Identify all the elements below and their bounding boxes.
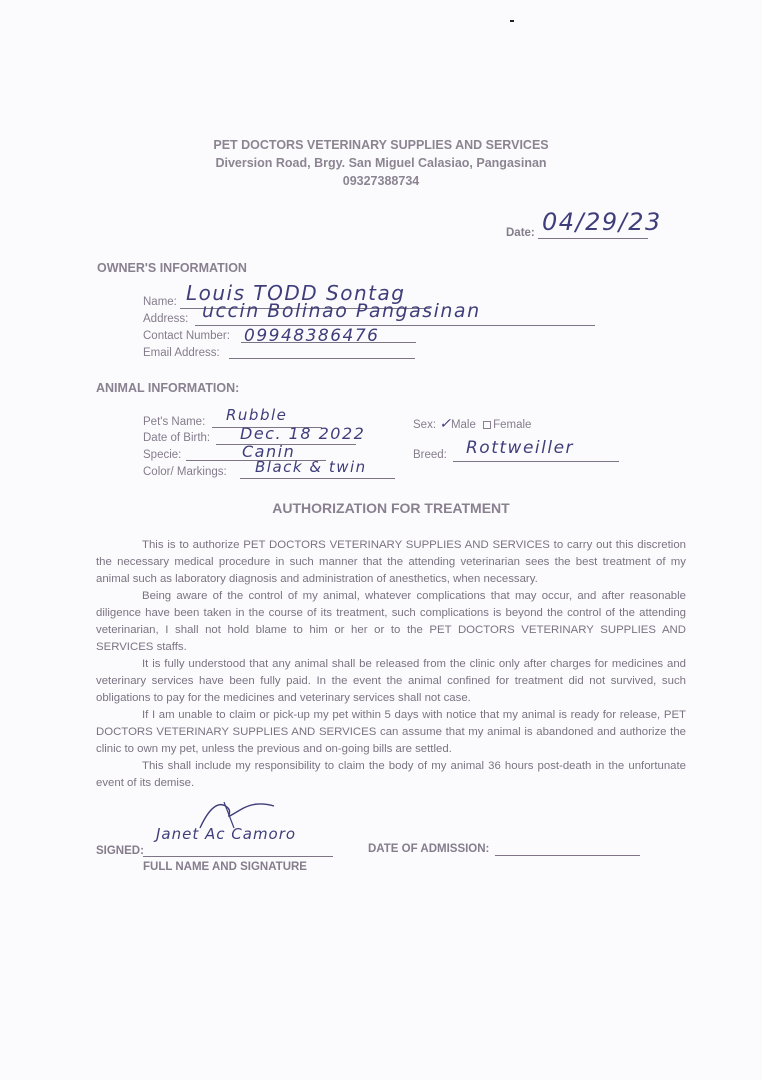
scan-speck [510,20,514,22]
email-label: Email Address: [143,347,220,359]
sex-field [413,415,531,432]
authorization-paragraph: It is fully understood that any animal shall be released from the clinic only after charges for medicines and veterinary services have been fully paid. In the event the animal confined for treatment did not survived, such obligations to pay for the medicines and veterinary services shall not case. [96,658,686,704]
dob-label: Date of Birth: [143,432,211,444]
signature-line [143,856,333,857]
sex-female-option: Female [493,419,532,431]
pet-name-value[interactable]: Rubble [226,406,288,424]
pet-name-label: Pet's Name: [143,416,206,428]
business-phone: 09327388734 [342,174,420,188]
date-label: Date: [506,227,535,239]
name-label: Name: [143,296,177,308]
date-of-admission-label: DATE OF ADMISSION: [368,843,490,855]
breed-line [453,461,619,462]
signed-label: SIGNED: [96,845,144,857]
authorization-paragraph: This shall include my responsibility to claim the body of my animal 36 hours post-death in the unfortunate event of its demise. [96,760,686,789]
email-line [229,358,415,359]
full-name-signature-label: FULL NAME AND SIGNATURE [143,861,307,873]
breed-label: Breed: [413,449,447,461]
sex-label: Sex: [413,419,437,431]
color-line [240,478,395,479]
dob-value[interactable]: Dec. 18 2022 [240,424,366,443]
color-label: Color/ Markings: [143,466,227,478]
authorization-paragraph: This is to authorize PET DOCTORS VETERINARY SUPPLIES AND SERVICES to carry out this discretion the necessary medical procedure in such manner that the attending veterinarian sees the best treatment of my animal such as laboratory diagnosis and administration of anesthetics, when necessary. [96,539,686,585]
address-label: Address: [143,313,189,325]
date-of-admission-line [495,855,640,856]
specie-label: Specie: [143,449,182,461]
authorization-paragraph: If I am unable to claim or pick-up my pet within 5 days with notice that my animal is ready for release, PET DOCTORS VETERINARY SUPPLIES AND SERVICES can assume that my animal is abandoned and authorize the clinic to own my pet, unless the previous and on-going bills are settled. [96,709,686,755]
female-checkbox[interactable] [483,421,491,429]
date-line [538,238,648,239]
specie-value[interactable]: Canin [242,442,296,461]
owner-name-value[interactable]: Louis TODD Sontag [186,281,406,305]
business-name: PET DOCTORS VETERINARY SUPPLIES AND SERVICES [213,138,549,152]
authorization-body [96,537,686,792]
authorization-paragraph: Being aware of the control of my animal, whatever complications that may occur, and after reasonable diligence have been taken in the course of its treatment, such complications is beyond the control of the attending veterinarian, I shall not hold blame to him or her or to the PET DOCTORS VETERINARY SUPPLIES AND SERVICES staffs. [96,590,686,653]
signed-value[interactable]: Janet Ac Camoro [156,825,297,843]
breed-value[interactable]: Rottweiller [466,438,575,458]
authorization-title: AUTHORIZATION FOR TREATMENT [272,500,510,516]
sex-male-option: Male [450,419,476,431]
business-address: Diversion Road, Brgy. San Miguel Calasiao, Pangasinan [215,156,547,170]
date-value[interactable]: 04/29/23 [542,208,662,236]
owner-address-value[interactable]: uccin Bolinao Pangasinan [202,300,481,322]
male-checkmark-icon[interactable]: ✓ [439,415,451,431]
owner-contact-value[interactable]: 09948386476 [244,326,380,346]
contact-label: Contact Number: [143,330,230,342]
animal-section-title: ANIMAL INFORMATION: [96,381,240,395]
owner-section-title: OWNER'S INFORMATION [97,261,247,275]
color-value[interactable]: Black & twin [255,458,367,476]
